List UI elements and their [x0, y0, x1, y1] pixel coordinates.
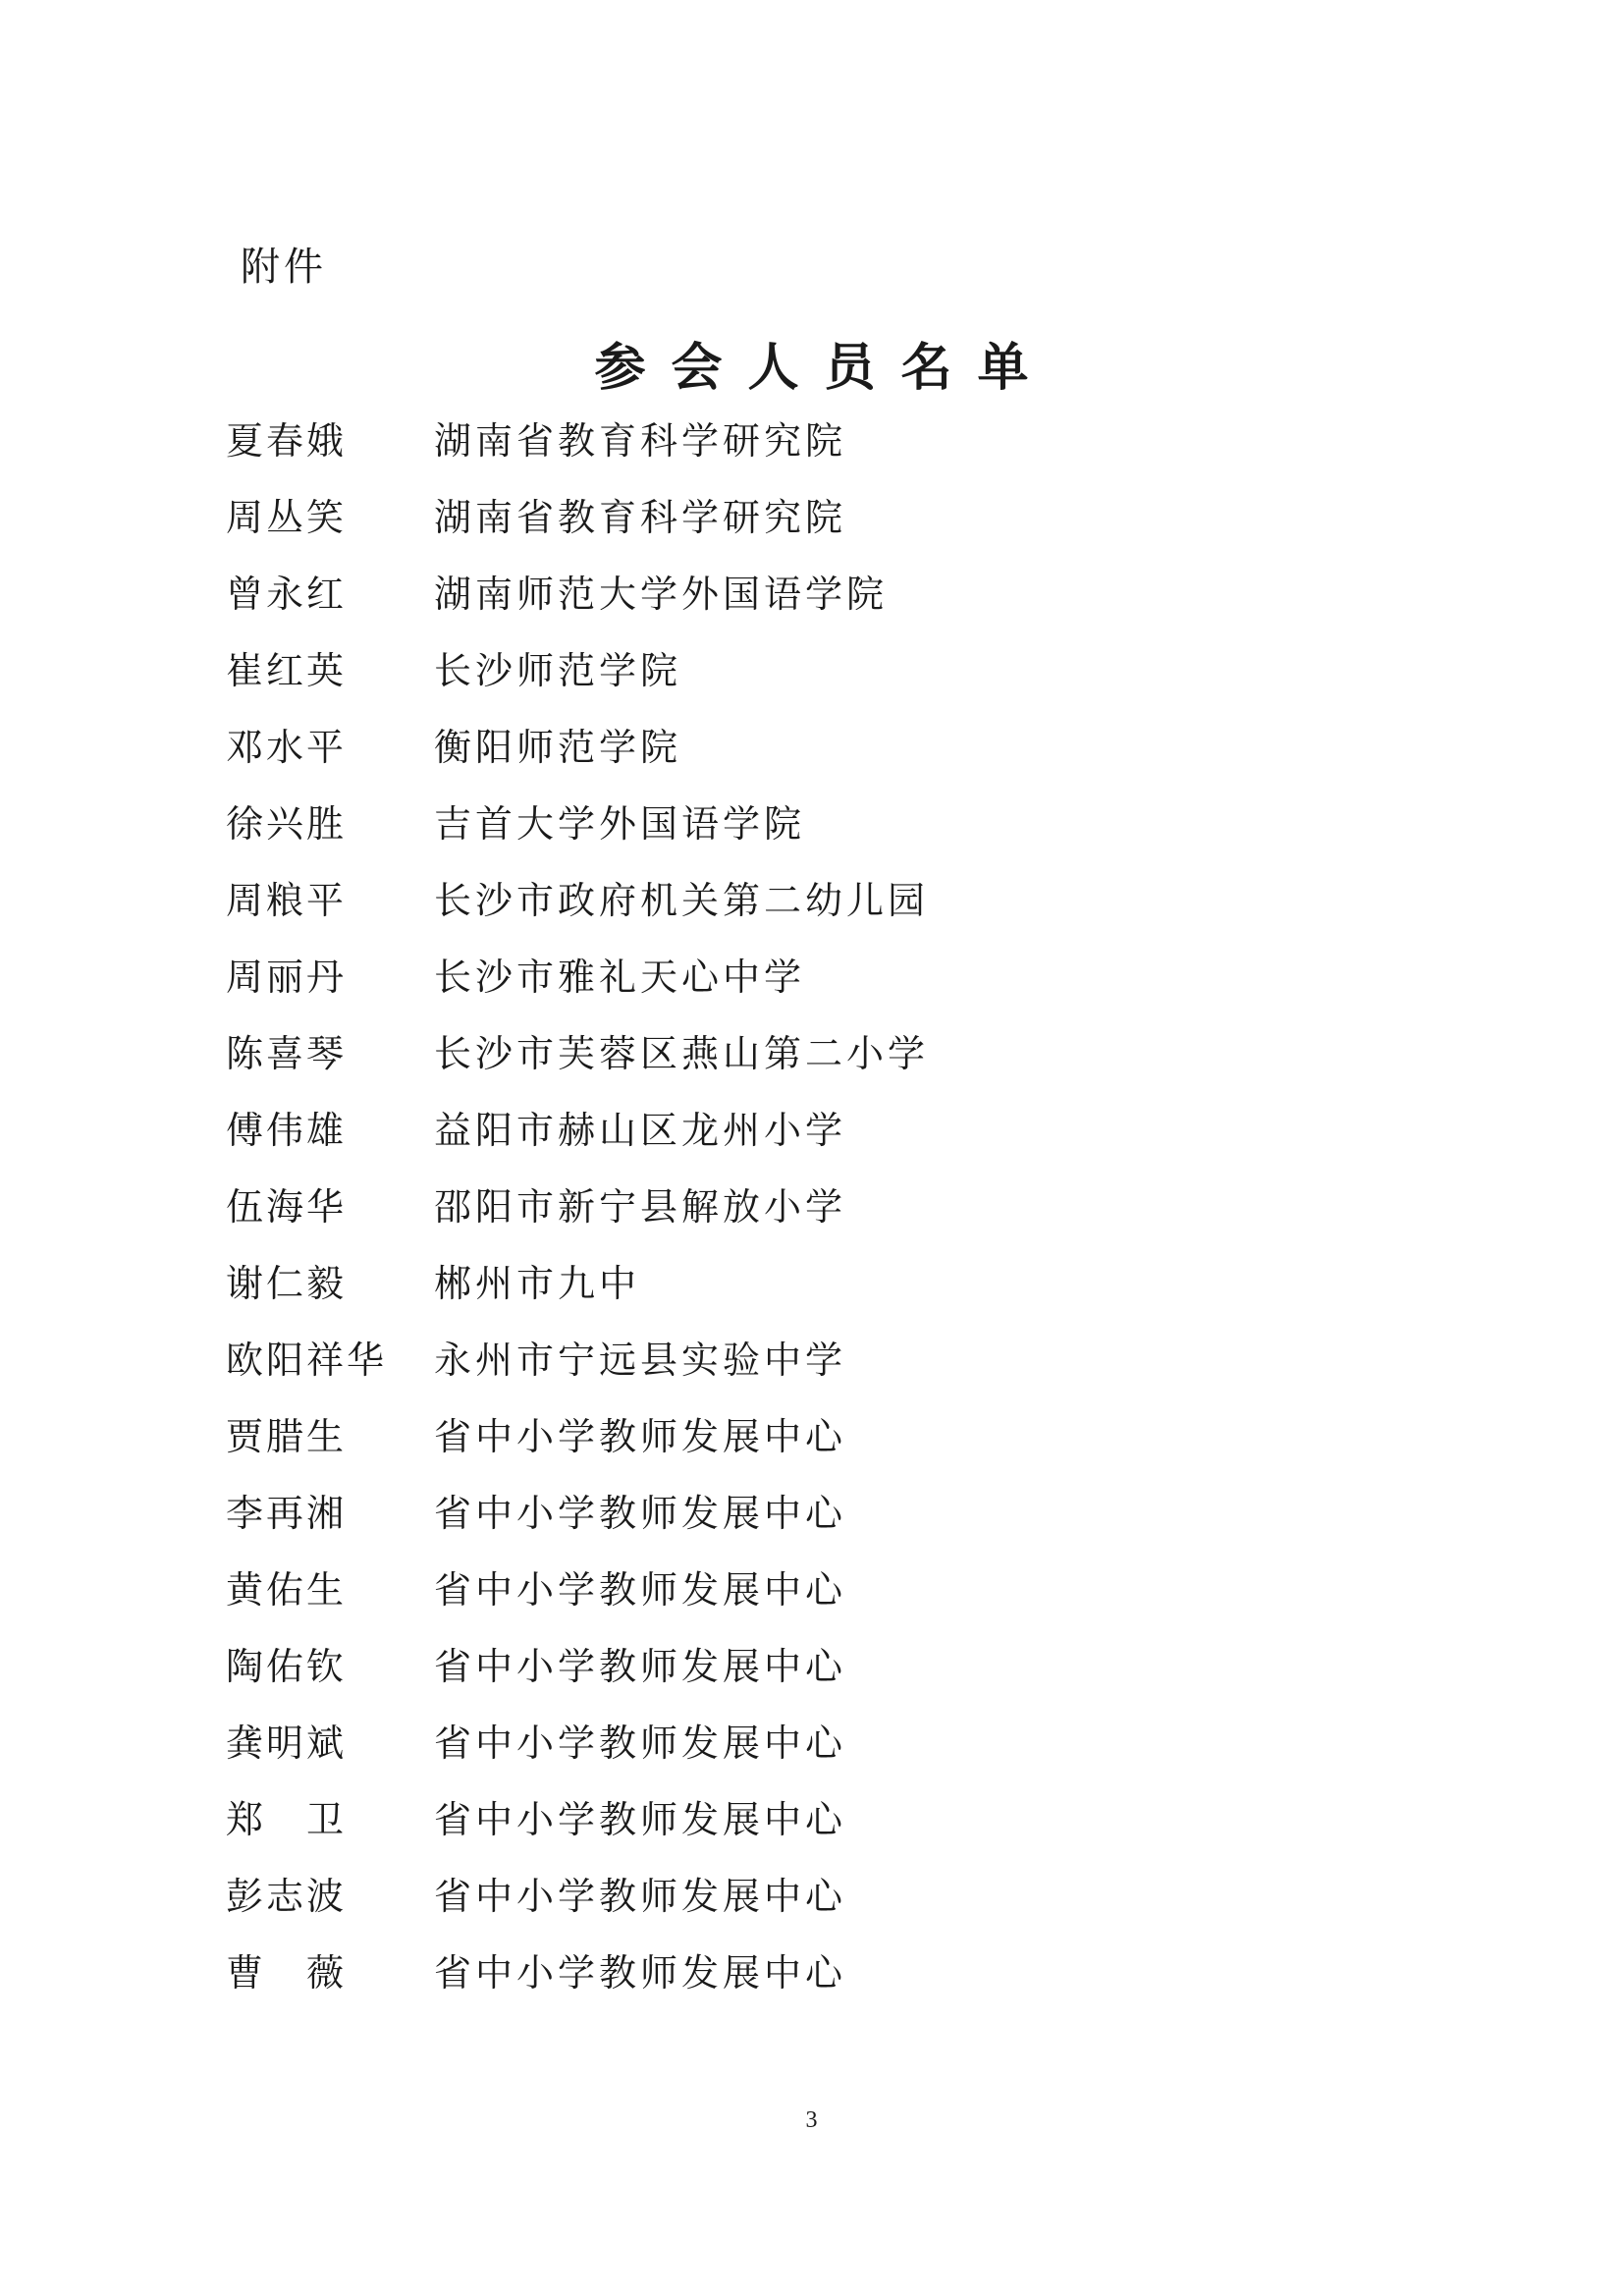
- attendee-row: [226, 1408, 1404, 1485]
- attendee-name: 郑 卫: [226, 1798, 348, 1841]
- attendee-organization: 益阳市赫山区龙州小学: [434, 1109, 847, 1152]
- attendee-row: [226, 795, 1404, 872]
- attendee-name: 崔红英: [226, 649, 348, 692]
- attendee-row: [226, 1485, 1404, 1561]
- attendee-organization: 省中小学教师发展中心: [434, 1722, 847, 1765]
- attendee-row: [226, 1025, 1404, 1102]
- attendee-name: 徐兴胜: [226, 802, 348, 846]
- attendee-name: 曹 薇: [226, 1951, 348, 1995]
- attendee-organization: 衡阳师范学院: [434, 726, 682, 769]
- attendee-name: 欧阳祥华: [226, 1339, 388, 1382]
- document-title: 参会人员名单: [594, 338, 1055, 398]
- attendee-row: [226, 1791, 1404, 1868]
- attendee-organization: 省中小学教师发展中心: [434, 1951, 847, 1995]
- attendee-organization: 湖南师范大学外国语学院: [434, 573, 889, 616]
- attendee-organization: 省中小学教师发展中心: [434, 1568, 847, 1612]
- attendee-organization: 郴州市九中: [434, 1262, 641, 1305]
- attendee-organization: 长沙市芙蓉区燕山第二小学: [434, 1032, 930, 1075]
- attendee-organization: 省中小学教师发展中心: [434, 1798, 847, 1841]
- attendee-organization: 长沙师范学院: [434, 649, 682, 692]
- attendee-organization: 省中小学教师发展中心: [434, 1415, 847, 1458]
- attendee-name: 曾永红: [226, 573, 348, 616]
- attendee-name: 彭志波: [226, 1875, 348, 1918]
- page-number: 3: [805, 2107, 818, 2133]
- attendee-row: [226, 872, 1404, 949]
- attendee-row: [226, 1561, 1404, 1638]
- attachment-label: 附件: [241, 245, 327, 290]
- attendee-name: 夏春娥: [226, 419, 348, 463]
- attendee-name: 陶佑钦: [226, 1645, 348, 1688]
- attendee-list: [226, 412, 1404, 2021]
- attendee-organization: 长沙市政府机关第二幼儿园: [434, 879, 930, 922]
- attendee-name: 龚明斌: [226, 1722, 348, 1765]
- attendee-organization: 省中小学教师发展中心: [434, 1645, 847, 1688]
- attendee-row: [226, 1715, 1404, 1791]
- attendee-organization: 湖南省教育科学研究院: [434, 419, 847, 463]
- attendee-row: [226, 1638, 1404, 1715]
- attendee-name: 李再湘: [226, 1492, 348, 1535]
- attendee-name: 谢仁毅: [226, 1262, 348, 1305]
- attendee-name: 伍海华: [226, 1185, 348, 1229]
- attendee-row: [226, 412, 1404, 489]
- attendee-organization: 长沙市雅礼天心中学: [434, 956, 806, 999]
- attendee-row: [226, 642, 1404, 719]
- attendee-name: 傅伟雄: [226, 1109, 348, 1152]
- attendee-row: [226, 1255, 1404, 1332]
- attendee-row: [226, 719, 1404, 795]
- attendee-organization: 省中小学教师发展中心: [434, 1492, 847, 1535]
- attendee-organization: 永州市宁远县实验中学: [434, 1339, 847, 1382]
- attendee-row: [226, 949, 1404, 1025]
- attendee-row: [226, 1332, 1404, 1408]
- attendee-organization: 吉首大学外国语学院: [434, 802, 806, 846]
- attendee-organization: 省中小学教师发展中心: [434, 1875, 847, 1918]
- attendee-name: 贾腊生: [226, 1415, 348, 1458]
- attendee-row: [226, 489, 1404, 566]
- attendee-row: [226, 1102, 1404, 1178]
- attendee-name: 陈喜琴: [226, 1032, 348, 1075]
- attendee-row: [226, 1868, 1404, 1944]
- attendee-name: 周粮平: [226, 879, 348, 922]
- attendee-organization: 湖南省教育科学研究院: [434, 496, 847, 539]
- attendee-row: [226, 1178, 1404, 1255]
- attendee-name: 邓水平: [226, 726, 348, 769]
- attendee-name: 周丛笑: [226, 496, 348, 539]
- attendee-name: 周丽丹: [226, 956, 348, 999]
- attendee-row: [226, 566, 1404, 642]
- attendee-name: 黄佑生: [226, 1568, 348, 1612]
- attendee-row: [226, 1944, 1404, 2021]
- attendee-organization: 邵阳市新宁县解放小学: [434, 1185, 847, 1229]
